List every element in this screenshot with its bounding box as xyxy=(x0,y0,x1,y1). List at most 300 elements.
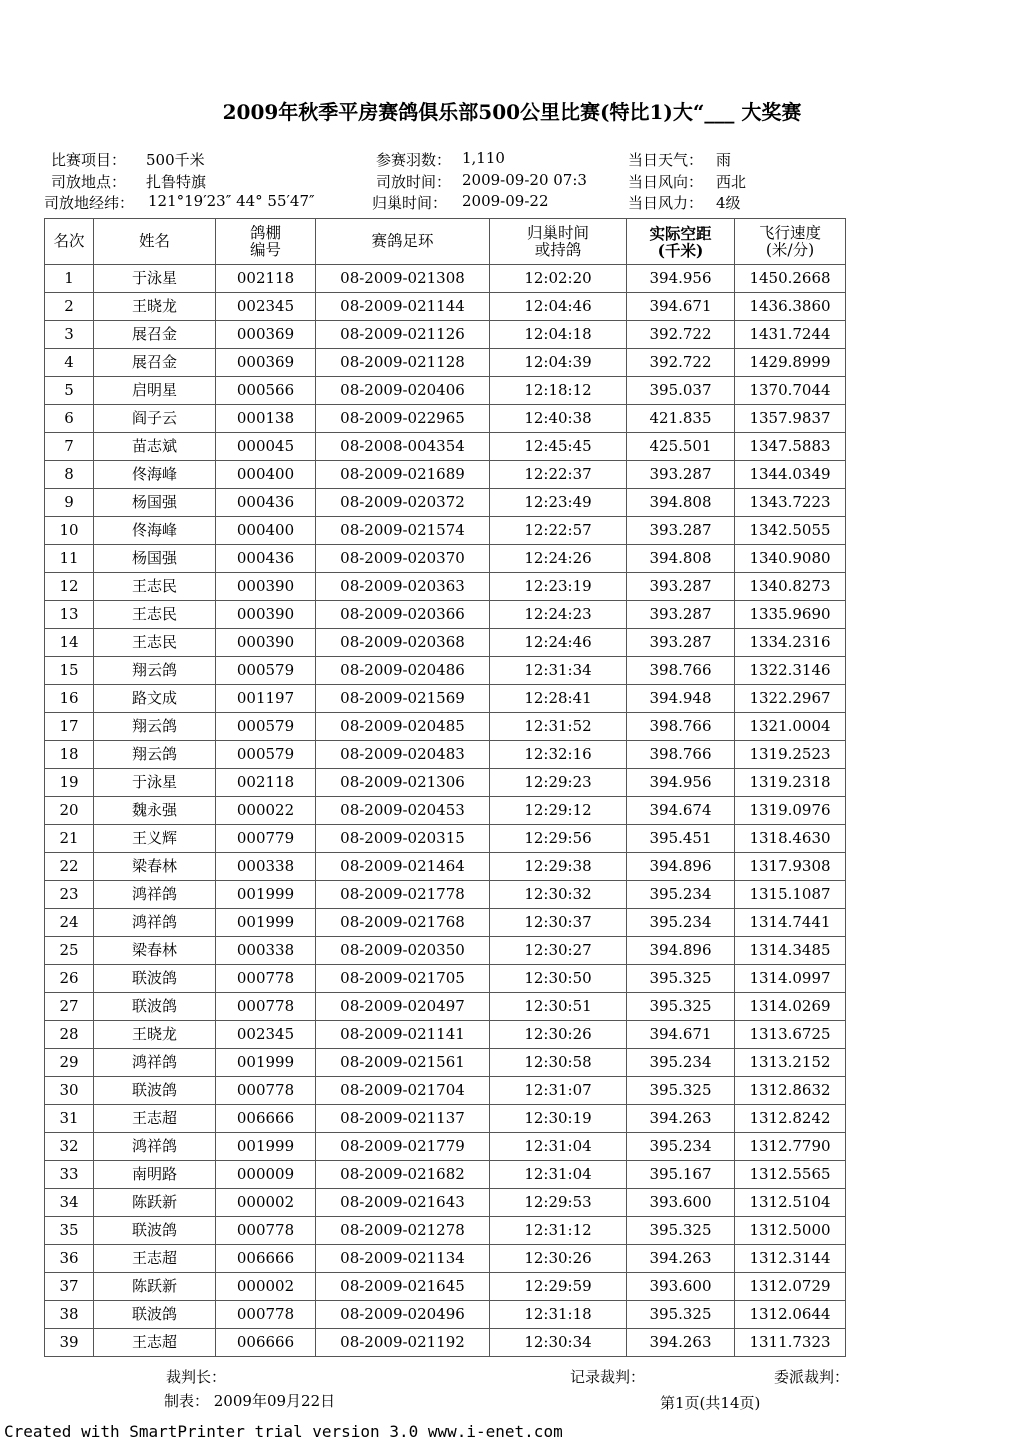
table-row xyxy=(45,825,846,853)
speed-cell: 1436.3860 xyxy=(735,293,846,321)
col-return-time-header: 归巢时间 或持鸽 xyxy=(490,219,627,265)
return-time-cell: 12:31:18 xyxy=(490,1301,627,1329)
distance-cell: 395.037 xyxy=(627,377,735,405)
ring-cell: 08-2009-020496 xyxy=(316,1301,490,1329)
speed-cell: 1342.5055 xyxy=(735,517,846,545)
name-cell: 王晓龙 xyxy=(94,293,216,321)
rank-cell: 17 xyxy=(45,713,94,741)
loft-cell: 000390 xyxy=(216,573,316,601)
distance-cell: 395.234 xyxy=(627,909,735,937)
ring-cell: 08-2009-021705 xyxy=(316,965,490,993)
wind-force-value: 4级 xyxy=(716,194,741,212)
distance-cell: 394.948 xyxy=(627,685,735,713)
speed-cell: 1313.6725 xyxy=(735,1021,846,1049)
loft-cell: 000778 xyxy=(216,965,316,993)
table-row xyxy=(45,489,846,517)
rank-cell: 27 xyxy=(45,993,94,1021)
rank-cell: 18 xyxy=(45,741,94,769)
rank-cell: 6 xyxy=(45,405,94,433)
return-time-cell: 12:31:12 xyxy=(490,1217,627,1245)
distance-cell: 395.234 xyxy=(627,1133,735,1161)
loft-cell: 000022 xyxy=(216,797,316,825)
distance-cell: 393.287 xyxy=(627,573,735,601)
table-row xyxy=(45,433,846,461)
table-row xyxy=(45,713,846,741)
loft-cell: 000009 xyxy=(216,1161,316,1189)
rank-cell: 1 xyxy=(45,265,94,293)
return-time-cell: 12:18:12 xyxy=(490,377,627,405)
col-ring-header: 赛鸽足环 xyxy=(316,219,490,265)
speed-cell: 1340.9080 xyxy=(735,545,846,573)
table-row xyxy=(45,545,846,573)
rank-cell: 20 xyxy=(45,797,94,825)
ring-cell: 08-2009-020406 xyxy=(316,377,490,405)
table-header-row xyxy=(45,219,846,265)
ring-cell: 08-2009-021137 xyxy=(316,1105,490,1133)
name-cell: 联波鸽 xyxy=(94,1077,216,1105)
loft-cell: 006666 xyxy=(216,1105,316,1133)
distance-cell: 395.451 xyxy=(627,825,735,853)
name-cell: 联波鸽 xyxy=(94,1217,216,1245)
loft-cell: 000338 xyxy=(216,937,316,965)
loft-cell: 000566 xyxy=(216,377,316,405)
rank-cell: 31 xyxy=(45,1105,94,1133)
return-time-cell: 12:31:04 xyxy=(490,1161,627,1189)
name-cell: 鸿祥鸽 xyxy=(94,1133,216,1161)
ring-cell: 08-2009-020370 xyxy=(316,545,490,573)
rank-cell: 22 xyxy=(45,853,94,881)
rank-cell: 9 xyxy=(45,489,94,517)
speed-cell: 1357.9837 xyxy=(735,405,846,433)
return-time-cell: 12:29:56 xyxy=(490,825,627,853)
name-cell: 杨国强 xyxy=(94,545,216,573)
speed-cell: 1322.3146 xyxy=(735,657,846,685)
return-time-cell: 12:31:04 xyxy=(490,1133,627,1161)
ring-cell: 08-2009-021574 xyxy=(316,517,490,545)
wind-dir-value: 西北 xyxy=(716,173,747,191)
loft-cell: 000579 xyxy=(216,657,316,685)
name-cell: 王志超 xyxy=(94,1245,216,1273)
ring-cell: 08-2009-021134 xyxy=(316,1245,490,1273)
rank-cell: 11 xyxy=(45,545,94,573)
rank-cell: 28 xyxy=(45,1021,94,1049)
ring-cell: 08-2009-020497 xyxy=(316,993,490,1021)
weather-label: 当日天气： xyxy=(628,151,704,169)
name-cell: 展召金 xyxy=(94,321,216,349)
distance-cell: 398.766 xyxy=(627,713,735,741)
return-time-cell: 12:31:07 xyxy=(490,1077,627,1105)
ring-cell: 08-2009-021306 xyxy=(316,769,490,797)
return-time-cell: 12:30:34 xyxy=(490,1329,627,1357)
return-time-cell: 12:30:27 xyxy=(490,937,627,965)
table-row xyxy=(45,657,846,685)
return-time-cell: 12:29:23 xyxy=(490,769,627,797)
ring-cell: 08-2009-021643 xyxy=(316,1189,490,1217)
table-row xyxy=(45,965,846,993)
loft-cell: 000369 xyxy=(216,349,316,377)
return-time-cell: 12:30:37 xyxy=(490,909,627,937)
distance-cell: 394.671 xyxy=(627,1021,735,1049)
chief-judge-label: 裁判长： xyxy=(166,1368,227,1386)
return-time-cell: 12:23:49 xyxy=(490,489,627,517)
speed-cell: 1313.2152 xyxy=(735,1049,846,1077)
rank-cell: 37 xyxy=(45,1273,94,1301)
distance-cell: 394.674 xyxy=(627,797,735,825)
rank-cell: 7 xyxy=(45,433,94,461)
release-place-label: 司放地点： xyxy=(51,173,127,191)
speed-cell: 1312.5000 xyxy=(735,1217,846,1245)
name-cell: 展召金 xyxy=(94,349,216,377)
return-time-cell: 12:30:58 xyxy=(490,1049,627,1077)
ring-cell: 08-2009-021561 xyxy=(316,1049,490,1077)
table-row xyxy=(45,601,846,629)
loft-cell: 000045 xyxy=(216,433,316,461)
return-time-cell: 12:24:26 xyxy=(490,545,627,573)
distance-cell: 395.325 xyxy=(627,1217,735,1245)
ring-cell: 08-2009-021779 xyxy=(316,1133,490,1161)
name-cell: 鸿祥鸽 xyxy=(94,881,216,909)
loft-cell: 000579 xyxy=(216,713,316,741)
loft-cell: 001197 xyxy=(216,685,316,713)
birds-value: 1,110 xyxy=(462,149,505,167)
distance-cell: 394.808 xyxy=(627,489,735,517)
speed-cell: 1312.0644 xyxy=(735,1301,846,1329)
name-cell: 翔云鸽 xyxy=(94,657,216,685)
ring-cell: 08-2009-020372 xyxy=(316,489,490,517)
return-time-cell: 12:32:16 xyxy=(490,741,627,769)
name-cell: 佟海峰 xyxy=(94,461,216,489)
return-time-cell: 12:31:52 xyxy=(490,713,627,741)
table-row xyxy=(45,265,846,293)
speed-cell: 1312.5104 xyxy=(735,1189,846,1217)
distance-cell: 394.956 xyxy=(627,265,735,293)
table-row xyxy=(45,741,846,769)
distance-cell: 398.766 xyxy=(627,741,735,769)
distance-cell: 393.287 xyxy=(627,601,735,629)
name-cell: 联波鸽 xyxy=(94,965,216,993)
loft-cell: 000778 xyxy=(216,1217,316,1245)
ring-cell: 08-2009-021645 xyxy=(316,1273,490,1301)
loft-cell: 000390 xyxy=(216,629,316,657)
table-row xyxy=(45,1105,846,1133)
distance-cell: 394.956 xyxy=(627,769,735,797)
return-time-cell: 12:30:26 xyxy=(490,1021,627,1049)
loft-cell: 000778 xyxy=(216,1301,316,1329)
loft-cell: 006666 xyxy=(216,1245,316,1273)
release-place-value: 扎鲁特旗 xyxy=(146,173,207,191)
ring-cell: 08-2008-004354 xyxy=(316,433,490,461)
name-cell: 王志民 xyxy=(94,601,216,629)
table-row xyxy=(45,573,846,601)
speed-cell: 1312.3144 xyxy=(735,1245,846,1273)
table-row xyxy=(45,937,846,965)
loft-cell: 000002 xyxy=(216,1273,316,1301)
table-row xyxy=(45,1133,846,1161)
speed-cell: 1370.7044 xyxy=(735,377,846,405)
distance-cell: 398.766 xyxy=(627,657,735,685)
return-label: 归巢时间： xyxy=(372,194,448,212)
rank-cell: 26 xyxy=(45,965,94,993)
col-speed-header: 飞行速度 (米/分) xyxy=(735,219,846,265)
name-cell: 陈跃新 xyxy=(94,1189,216,1217)
distance-cell: 395.325 xyxy=(627,1301,735,1329)
distance-cell: 394.896 xyxy=(627,937,735,965)
rank-cell: 32 xyxy=(45,1133,94,1161)
speed-cell: 1311.7323 xyxy=(735,1329,846,1357)
return-time-cell: 12:30:19 xyxy=(490,1105,627,1133)
ring-cell: 08-2009-020363 xyxy=(316,573,490,601)
return-time-cell: 12:31:34 xyxy=(490,657,627,685)
table-row xyxy=(45,293,846,321)
return-time-cell: 12:04:46 xyxy=(490,293,627,321)
loft-cell: 000779 xyxy=(216,825,316,853)
speed-cell: 1319.2318 xyxy=(735,769,846,797)
assigned-judge-label: 委派裁判： xyxy=(774,1368,850,1386)
rank-cell: 39 xyxy=(45,1329,94,1357)
return-time-cell: 12:23:19 xyxy=(490,573,627,601)
speed-cell: 1344.0349 xyxy=(735,461,846,489)
loft-cell: 000338 xyxy=(216,853,316,881)
name-cell: 王志民 xyxy=(94,573,216,601)
distance-cell: 395.325 xyxy=(627,1077,735,1105)
ring-cell: 08-2009-021768 xyxy=(316,909,490,937)
page-number: 第1页(共14页) xyxy=(660,1394,761,1412)
name-cell: 杨国强 xyxy=(94,489,216,517)
distance-cell: 425.501 xyxy=(627,433,735,461)
speed-cell: 1343.7223 xyxy=(735,489,846,517)
name-cell: 于泳星 xyxy=(94,769,216,797)
table-row xyxy=(45,769,846,797)
name-cell: 王志民 xyxy=(94,629,216,657)
table-row xyxy=(45,853,846,881)
table-row xyxy=(45,1049,846,1077)
table-row xyxy=(45,1217,846,1245)
table-row xyxy=(45,1301,846,1329)
ring-cell: 08-2009-020315 xyxy=(316,825,490,853)
ring-cell: 08-2009-020366 xyxy=(316,601,490,629)
speed-cell: 1319.2523 xyxy=(735,741,846,769)
ring-cell: 08-2009-020486 xyxy=(316,657,490,685)
distance-cell: 393.287 xyxy=(627,461,735,489)
distance-cell: 394.263 xyxy=(627,1329,735,1357)
ring-cell: 08-2009-021689 xyxy=(316,461,490,489)
rank-cell: 14 xyxy=(45,629,94,657)
name-cell: 梁春林 xyxy=(94,937,216,965)
rank-cell: 29 xyxy=(45,1049,94,1077)
speed-cell: 1318.4630 xyxy=(735,825,846,853)
coords-value: 121°19′23″ 44° 55′47″ xyxy=(148,192,315,210)
name-cell: 魏永强 xyxy=(94,797,216,825)
name-cell: 南明路 xyxy=(94,1161,216,1189)
name-cell: 于泳星 xyxy=(94,265,216,293)
rank-cell: 15 xyxy=(45,657,94,685)
ring-cell: 08-2009-021778 xyxy=(316,881,490,909)
speed-cell: 1314.0997 xyxy=(735,965,846,993)
rank-cell: 10 xyxy=(45,517,94,545)
loft-cell: 000436 xyxy=(216,545,316,573)
speed-cell: 1315.1087 xyxy=(735,881,846,909)
return-time-cell: 12:40:38 xyxy=(490,405,627,433)
name-cell: 鸿祥鸽 xyxy=(94,909,216,937)
rank-cell: 24 xyxy=(45,909,94,937)
table-row xyxy=(45,321,846,349)
weather-value: 雨 xyxy=(716,151,732,169)
ring-cell: 08-2009-021569 xyxy=(316,685,490,713)
rank-cell: 12 xyxy=(45,573,94,601)
loft-cell: 001999 xyxy=(216,909,316,937)
loft-cell: 000390 xyxy=(216,601,316,629)
return-time-cell: 12:45:45 xyxy=(490,433,627,461)
name-cell: 翔云鸽 xyxy=(94,741,216,769)
table-row xyxy=(45,349,846,377)
rank-cell: 35 xyxy=(45,1217,94,1245)
name-cell: 梁春林 xyxy=(94,853,216,881)
return-time-cell: 12:29:12 xyxy=(490,797,627,825)
distance-cell: 395.325 xyxy=(627,993,735,1021)
birds-label: 参赛羽数： xyxy=(376,151,452,169)
distance-cell: 394.263 xyxy=(627,1105,735,1133)
loft-cell: 006666 xyxy=(216,1329,316,1357)
name-cell: 王志超 xyxy=(94,1105,216,1133)
name-cell: 翔云鸽 xyxy=(94,713,216,741)
speed-cell: 1312.0729 xyxy=(735,1273,846,1301)
distance-cell: 393.287 xyxy=(627,517,735,545)
ring-cell: 08-2009-021128 xyxy=(316,349,490,377)
speed-cell: 1314.7441 xyxy=(735,909,846,937)
distance-cell: 394.671 xyxy=(627,293,735,321)
table-row xyxy=(45,1021,846,1049)
distance-cell: 392.722 xyxy=(627,321,735,349)
name-cell: 路文成 xyxy=(94,685,216,713)
return-time-cell: 12:28:41 xyxy=(490,685,627,713)
name-cell: 佟海峰 xyxy=(94,517,216,545)
ring-cell: 08-2009-021308 xyxy=(316,265,490,293)
table-row xyxy=(45,629,846,657)
table-row xyxy=(45,1245,846,1273)
table-row xyxy=(45,1161,846,1189)
ring-cell: 08-2009-021682 xyxy=(316,1161,490,1189)
rank-cell: 23 xyxy=(45,881,94,909)
distance-cell: 393.287 xyxy=(627,629,735,657)
loft-cell: 000002 xyxy=(216,1189,316,1217)
return-time-cell: 12:30:51 xyxy=(490,993,627,1021)
loft-cell: 000400 xyxy=(216,517,316,545)
loft-cell: 002345 xyxy=(216,293,316,321)
return-time-cell: 12:04:39 xyxy=(490,349,627,377)
made-by-date: 制表： 2009年09月22日 xyxy=(164,1392,336,1410)
ring-cell: 08-2009-021144 xyxy=(316,293,490,321)
rank-cell: 33 xyxy=(45,1161,94,1189)
coords-label: 司放地经纬： xyxy=(44,194,135,212)
return-time-cell: 12:22:37 xyxy=(490,461,627,489)
trial-notice: Created with SmartPrinter trial version 3.0 www.i-enet.com xyxy=(4,1422,563,1441)
speed-cell: 1450.2668 xyxy=(735,265,846,293)
speed-cell: 1312.7790 xyxy=(735,1133,846,1161)
return-time-cell: 12:29:53 xyxy=(490,1189,627,1217)
loft-cell: 000138 xyxy=(216,405,316,433)
distance-cell: 394.808 xyxy=(627,545,735,573)
event-value: 500千米 xyxy=(146,151,205,169)
ring-cell: 08-2009-021704 xyxy=(316,1077,490,1105)
name-cell: 陈跃新 xyxy=(94,1273,216,1301)
ring-cell: 08-2009-021141 xyxy=(316,1021,490,1049)
speed-cell: 1312.8632 xyxy=(735,1077,846,1105)
rank-cell: 13 xyxy=(45,601,94,629)
distance-cell: 395.167 xyxy=(627,1161,735,1189)
speed-cell: 1317.9308 xyxy=(735,853,846,881)
distance-cell: 395.325 xyxy=(627,965,735,993)
table-row xyxy=(45,517,846,545)
table-row xyxy=(45,993,846,1021)
rank-cell: 8 xyxy=(45,461,94,489)
ring-cell: 08-2009-020485 xyxy=(316,713,490,741)
loft-cell: 000778 xyxy=(216,993,316,1021)
speed-cell: 1334.2316 xyxy=(735,629,846,657)
name-cell: 阎子云 xyxy=(94,405,216,433)
speed-cell: 1321.0004 xyxy=(735,713,846,741)
loft-cell: 000778 xyxy=(216,1077,316,1105)
speed-cell: 1322.2967 xyxy=(735,685,846,713)
release-time-value: 2009-09-20 07:3 xyxy=(462,171,587,189)
ring-cell: 08-2009-020350 xyxy=(316,937,490,965)
table-row xyxy=(45,1077,846,1105)
loft-cell: 000436 xyxy=(216,489,316,517)
speed-cell: 1319.0976 xyxy=(735,797,846,825)
col-loft-header: 鸽棚 编号 xyxy=(216,219,316,265)
ring-cell: 08-2009-020453 xyxy=(316,797,490,825)
name-cell: 王晓龙 xyxy=(94,1021,216,1049)
rank-cell: 3 xyxy=(45,321,94,349)
record-judge-label: 记录裁判： xyxy=(570,1368,646,1386)
speed-cell: 1340.8273 xyxy=(735,573,846,601)
rank-cell: 16 xyxy=(45,685,94,713)
name-cell: 联波鸽 xyxy=(94,993,216,1021)
table-row xyxy=(45,881,846,909)
col-name-header: 姓名 xyxy=(94,219,216,265)
loft-cell: 001999 xyxy=(216,1133,316,1161)
ring-cell: 08-2009-020368 xyxy=(316,629,490,657)
name-cell: 苗志斌 xyxy=(94,433,216,461)
ring-cell: 08-2009-021126 xyxy=(316,321,490,349)
wind-dir-label: 当日风向： xyxy=(628,173,704,191)
distance-cell: 395.234 xyxy=(627,881,735,909)
rank-cell: 25 xyxy=(45,937,94,965)
ring-cell: 08-2009-021192 xyxy=(316,1329,490,1357)
loft-cell: 001999 xyxy=(216,881,316,909)
loft-cell: 002345 xyxy=(216,1021,316,1049)
return-time-cell: 12:24:23 xyxy=(490,601,627,629)
table-row xyxy=(45,1189,846,1217)
ring-cell: 08-2009-021278 xyxy=(316,1217,490,1245)
return-time-cell: 12:30:32 xyxy=(490,881,627,909)
speed-cell: 1312.5565 xyxy=(735,1161,846,1189)
return-value: 2009-09-22 xyxy=(462,192,549,210)
col-distance-header: 实际空距 (千米) xyxy=(627,219,735,265)
distance-cell: 393.600 xyxy=(627,1189,735,1217)
table-row xyxy=(45,405,846,433)
ring-cell: 08-2009-022965 xyxy=(316,405,490,433)
table-row xyxy=(45,797,846,825)
ring-cell: 08-2009-021464 xyxy=(316,853,490,881)
speed-cell: 1347.5883 xyxy=(735,433,846,461)
event-label: 比赛项目： xyxy=(51,151,127,169)
rank-cell: 30 xyxy=(45,1077,94,1105)
table-row xyxy=(45,1329,846,1357)
speed-cell: 1314.0269 xyxy=(735,993,846,1021)
name-cell: 王义辉 xyxy=(94,825,216,853)
distance-cell: 394.263 xyxy=(627,1245,735,1273)
loft-cell: 000579 xyxy=(216,741,316,769)
